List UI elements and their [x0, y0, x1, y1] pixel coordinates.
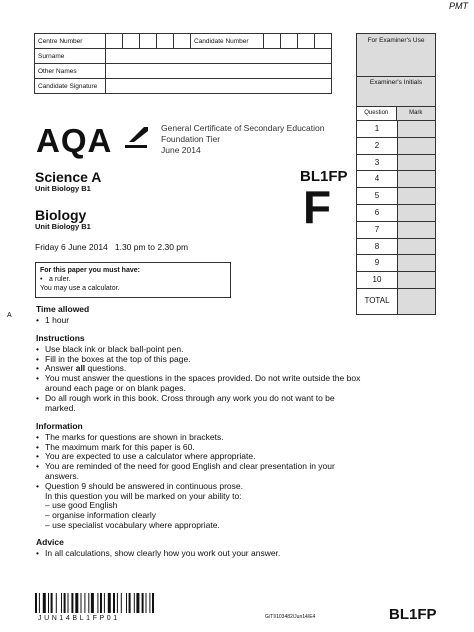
list-item-text: Use black ink or black ball-point pen.: [45, 343, 184, 354]
footer-paper-code: BL1FP: [389, 606, 437, 623]
section-heading: Time allowed: [36, 304, 90, 314]
list-item: • Answer all questions.: [36, 363, 127, 374]
question-row: [357, 170, 435, 187]
paper-code: BL1FP: [300, 168, 348, 185]
must-have-note: You may use a calculator.: [40, 285, 120, 292]
must-have-box: [35, 262, 231, 298]
aqa-logo: [36, 122, 150, 160]
question-number: 6: [357, 205, 398, 221]
question-number: 3: [357, 155, 398, 171]
candidate-details-table: [34, 33, 332, 94]
section-heading: Information: [36, 421, 83, 431]
must-have-item: a ruler.: [49, 276, 71, 283]
question-row: [357, 187, 435, 204]
paper-title: Science A: [35, 169, 102, 185]
mark-cell: [398, 222, 435, 238]
question-number: 8: [357, 239, 398, 255]
list-item: • The marks for questions are shown in brackets.: [36, 431, 224, 442]
question-row: [357, 204, 435, 221]
paper-subtitle-2: Unit Biology B1: [35, 222, 91, 231]
aqa-logo-mark-icon: [124, 124, 150, 150]
total-row: [357, 288, 435, 314]
examiner-column-headers: [357, 106, 435, 120]
mark-cell: [398, 205, 435, 221]
must-have-heading: For this paper you must have:: [40, 267, 140, 274]
list-item-text: The marks for questions are shown in brackets.: [45, 431, 224, 442]
list-item: • Fill in the boxes at the top of this page.: [36, 353, 191, 364]
question-row: [357, 154, 435, 171]
aqa-logo-text: AQA: [36, 122, 112, 159]
list-item: • You are reminded of the need for good English and clear presentation in your answers.: [36, 462, 366, 482]
list-item-text: You are reminded of the need for good English and clear presentation in your answers.: [45, 461, 335, 481]
paper-reference: G/TI/103482/Jun14/E4: [265, 614, 316, 620]
advice-section: [36, 538, 366, 559]
list-item-text: You must answer the questions in the spaces provided. Do not write outside the box around each page or on blank pages.: [45, 373, 361, 393]
paper-title-2: Biology: [35, 207, 87, 223]
list-item-text: The maximum mark for this paper is 60.: [45, 441, 195, 452]
question-number: 1: [357, 121, 398, 137]
pmt-mark: PMT: [449, 1, 468, 11]
instructions-section: [36, 334, 366, 413]
question-number: 5: [357, 188, 398, 204]
list-item-text: 1 hour: [45, 314, 70, 325]
total-mark-cell: [398, 289, 435, 314]
answer-tail: questions.: [85, 363, 127, 374]
answer-bold: all: [75, 363, 86, 374]
examiner-use-panel: [356, 33, 436, 315]
list-item: • In all calculations, show clearly how you work out your answer.: [36, 547, 281, 558]
signature-label: Candidate Signature: [35, 79, 106, 94]
question-row: [357, 238, 435, 255]
surname-field[interactable]: [106, 49, 332, 64]
qualification-line: General Certificate of Secondary Education: [161, 123, 325, 133]
session-line: June 2014: [161, 145, 201, 155]
examiner-initials-heading: Examiner's Initials: [357, 76, 435, 106]
tier-letter: F: [303, 181, 332, 233]
examiner-use-heading: For Examiner's Use: [357, 34, 435, 76]
barcode: [35, 593, 195, 613]
question-row: [357, 137, 435, 154]
time-allowed-section: [36, 305, 366, 326]
exam-date: Friday 6 June 2014 1.30 pm to 2.30 pm: [35, 242, 189, 252]
question-row: [357, 254, 435, 271]
centre-number-box[interactable]: [106, 34, 123, 49]
list-item: • You are expected to use a calculator where appropriate.: [36, 451, 256, 462]
question-row: [357, 221, 435, 238]
mark-cell: [398, 138, 435, 154]
prose-line: – use specialist vocabulary where appropriate.: [45, 519, 220, 530]
section-heading: Instructions: [36, 333, 85, 343]
mark-cell: [398, 255, 435, 271]
centre-number-box[interactable]: [123, 34, 140, 49]
signature-field[interactable]: [106, 79, 332, 94]
list-item: • a ruler.: [40, 276, 71, 283]
mark-cell: [398, 155, 435, 171]
candidate-number-box[interactable]: [281, 34, 298, 49]
candidate-number-box[interactable]: [298, 34, 315, 49]
prose-line: In this question you will be marked on your ability to:: [45, 490, 242, 501]
question-row: [357, 271, 435, 288]
question-row: [357, 120, 435, 137]
section-heading: Advice: [36, 537, 64, 547]
prose-line: – use good English: [45, 500, 118, 511]
list-item: • The maximum mark for this paper is 60.: [36, 441, 195, 452]
list-item-text: In all calculations, show clearly how you work out your answer.: [45, 547, 281, 558]
list-item-text: Do all rough work in this book. Cross through any work you do not want to be marked.: [45, 392, 335, 413]
tier-line: Foundation Tier: [161, 134, 221, 144]
list-item-text: Fill in the boxes at the top of this page.: [45, 353, 191, 364]
centre-number-label: Centre Number: [35, 34, 106, 49]
centre-number-box[interactable]: [174, 34, 191, 49]
prose-line: – organise information clearly: [45, 510, 157, 521]
other-names-label: Other Names: [35, 64, 106, 79]
list-item: • Question 9 should be answered in continuous prose.: [36, 480, 243, 491]
mark-cell: [398, 239, 435, 255]
list-item-text: You are expected to use a calculator where appropriate.: [45, 451, 256, 462]
mark-cell: [398, 272, 435, 288]
question-number: 10: [357, 272, 398, 288]
candidate-number-box[interactable]: [264, 34, 281, 49]
paper-subtitle: Unit Biology B1: [35, 184, 91, 193]
centre-number-box[interactable]: [157, 34, 174, 49]
list-item: • You must answer the questions in the spaces provided. Do not write outside the box around each page or on blank pages.: [36, 374, 366, 394]
list-item: • 1 hour: [36, 314, 70, 325]
question-number: 9: [357, 255, 398, 271]
answer-prefix: Answer: [45, 363, 76, 374]
barcode-text: JUN14BL1FP01: [38, 615, 120, 622]
total-label: TOTAL: [357, 289, 398, 314]
question-number: 7: [357, 222, 398, 238]
list-item-text: Question 9 should be answered in continuous prose.: [45, 480, 243, 491]
mark-column-header: Mark: [397, 107, 436, 120]
question-number: 4: [357, 171, 398, 187]
mark-cell: [398, 121, 435, 137]
other-names-field[interactable]: [106, 64, 332, 79]
mark-cell: [398, 188, 435, 204]
candidate-number-box[interactable]: [315, 34, 332, 49]
list-item: • Do all rough work in this book. Cross through any work you do not want to be marked.: [36, 394, 366, 414]
question-column-header: Question: [357, 107, 397, 120]
examiner-rows: [357, 120, 435, 288]
candidate-number-label: Candidate Number: [191, 34, 264, 49]
question-number: 2: [357, 138, 398, 154]
side-mark: A: [7, 312, 12, 319]
centre-number-box[interactable]: [140, 34, 157, 49]
information-section: [36, 422, 366, 531]
qualification-block: [161, 123, 324, 156]
mark-cell: [398, 171, 435, 187]
list-item: • Use black ink or black ball-point pen.: [36, 343, 184, 354]
surname-label: Surname: [35, 49, 106, 64]
